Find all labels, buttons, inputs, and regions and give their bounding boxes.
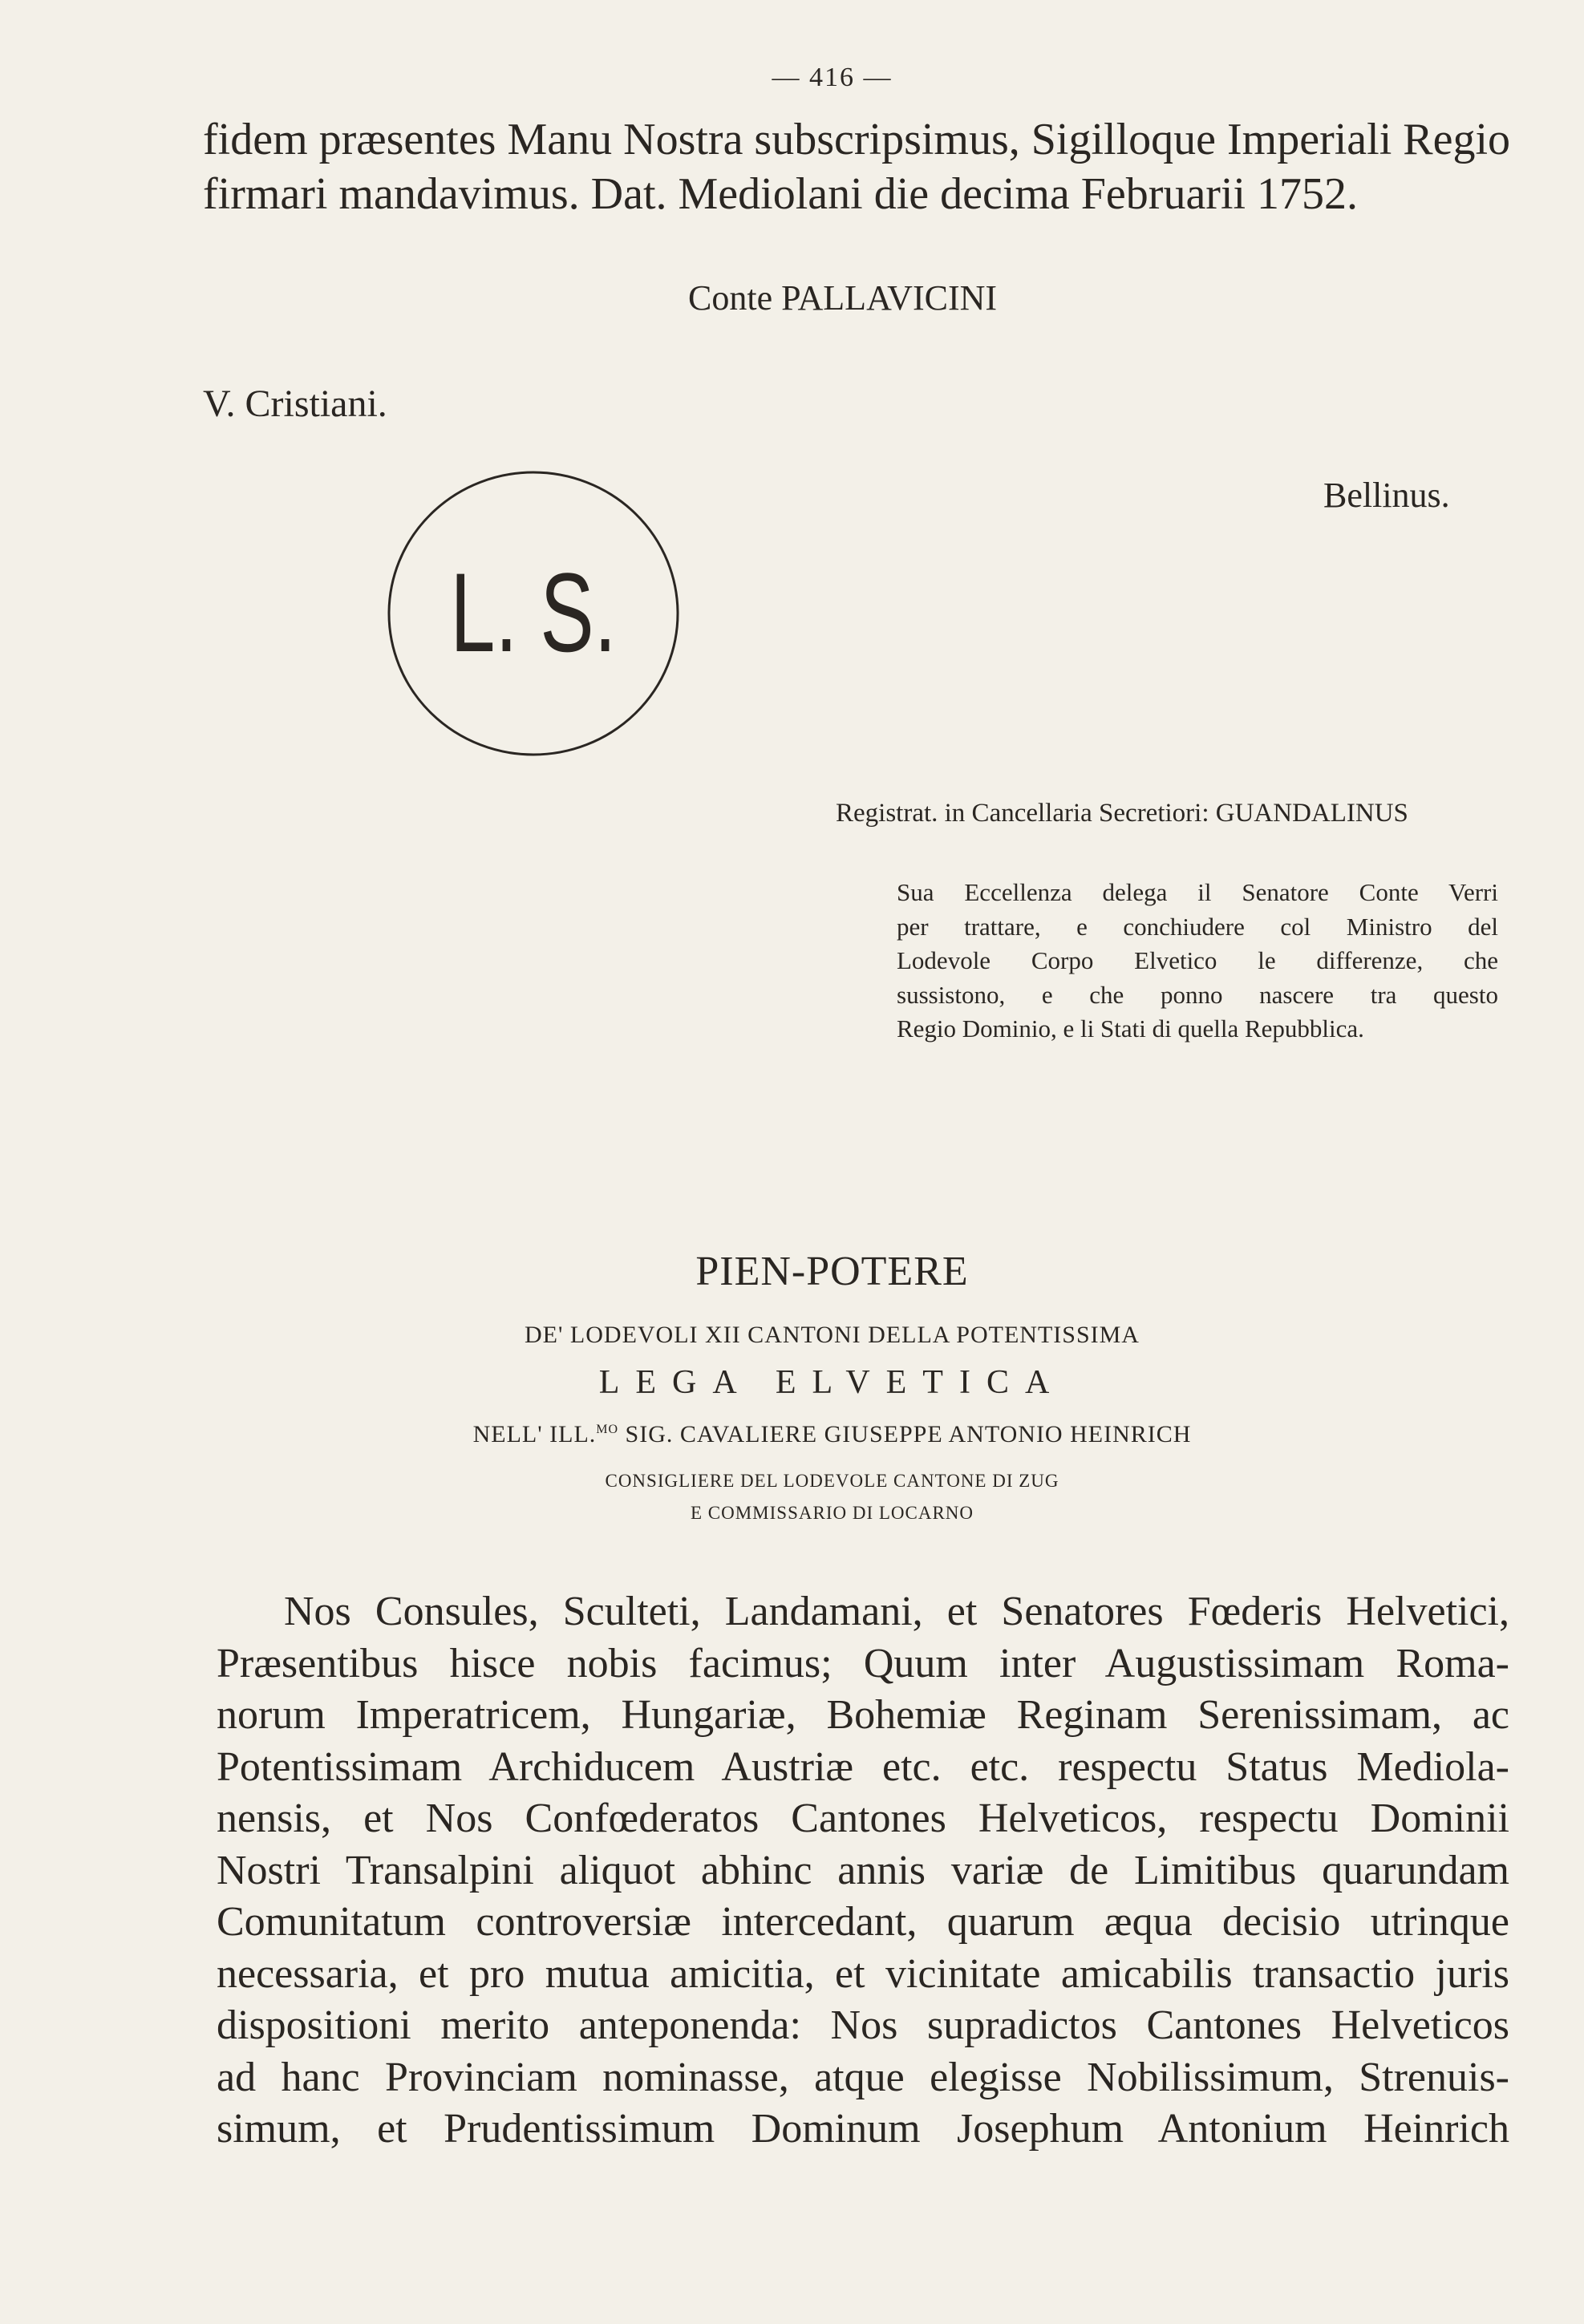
subtitle-text: NELL' ILL. [472,1421,597,1447]
body-line: norum Imperatricem, Hungariæ, Bohemiæ Reginam Serenissimam, ac [217,1692,1509,1738]
section-subtitle: CONSIGLIERE DEL LODEVOLE CANTONE DI ZUG [605,1471,1059,1491]
seal-locus-sigilli [385,465,682,762]
body-line: Potentissimam Archiducem Austriæ etc. etc. respectu Status Mediola- [217,1743,1509,1790]
signature-bellinus: Bellinus. [1323,476,1450,515]
margin-note-line: sussistono, e che ponno nascere tra questo [897,980,1498,1009]
body-line: nensis, et Nos Confœderatos Cantones Helveticos, respectu Dominii [217,1796,1509,1841]
body-line: Nos Consules, Sculteti, Landamani, et Senatores Fœderis Helvetici, [284,1589,1509,1634]
section-subtitle: E COMMISSARIO DI LOCARNO [690,1503,974,1523]
seal-letters: L. S. [450,549,617,675]
margin-note [897,876,1498,1047]
signature-pallavicini: Conte PALLAVICINI [688,278,998,318]
section-title: PIEN-POTERE [695,1249,969,1294]
preceding-paragraph-line: firmari mandavimus. Dat. Mediolani die decima Februarii 1752. [203,169,1359,219]
margin-note-line: Sua Eccellenza delega il Senatore Conte Verri [897,878,1498,906]
body-line: necessaria, et pro mutua amicitia, et vicinitate amicabilis transactio juris [217,1950,1509,1997]
section-subtitle: LEGA ELVETICA [598,1364,1066,1401]
signature-cristiani: V. Cristiani. [203,383,387,425]
body-line: simum, et Prudentissimum Dominum Josephum Antonium Heinrich [217,2106,1509,2152]
body-line: Nostri Transalpini aliquot abhinc annis variæ de Limitibus quarundam [217,1847,1509,1893]
body-paragraph [217,1586,1509,2156]
page-number: — 416 — [772,63,893,92]
subtitle-text: SIG. CAVALIERE GIUSEPPE ANTONIO HEINRICH [618,1421,1192,1447]
margin-note-line: Regio Dominio, e li Stati di quella Repubblica. [897,1014,1364,1043]
registration-note: Registrat. in Cancellaria Secretiori: GUANDALINUS [836,799,1408,828]
section-subtitle: DE' LODEVOLI XII CANTONI DELLA POTENTISSIMA [525,1322,1140,1348]
body-line: Præsentibus hisce nobis facimus; Quum inter Augustissimam Roma- [217,1640,1509,1686]
subtitle-superscript: MO [596,1423,619,1436]
margin-note-line: per trattare, e conchiudere col Ministro del [897,912,1498,941]
margin-note-line: Lodevole Corpo Elvetico le differenze, che [897,946,1498,974]
body-line: ad hanc Provinciam nominasse, atque elegisse Nobilissimum, Strenuis- [217,2054,1509,2100]
body-line: Comunitatum controversiæ intercedant, quarum æqua decisio utrinque [217,1899,1509,1945]
section-subtitle [0,1421,1584,1448]
preceding-paragraph-line: fidem præsentes Manu Nostra subscripsimus, Sigilloque Imperiali Regio [203,115,1511,164]
body-line: dispositioni merito anteponenda: Nos supradictos Cantones Helveticos [217,2002,1509,2048]
